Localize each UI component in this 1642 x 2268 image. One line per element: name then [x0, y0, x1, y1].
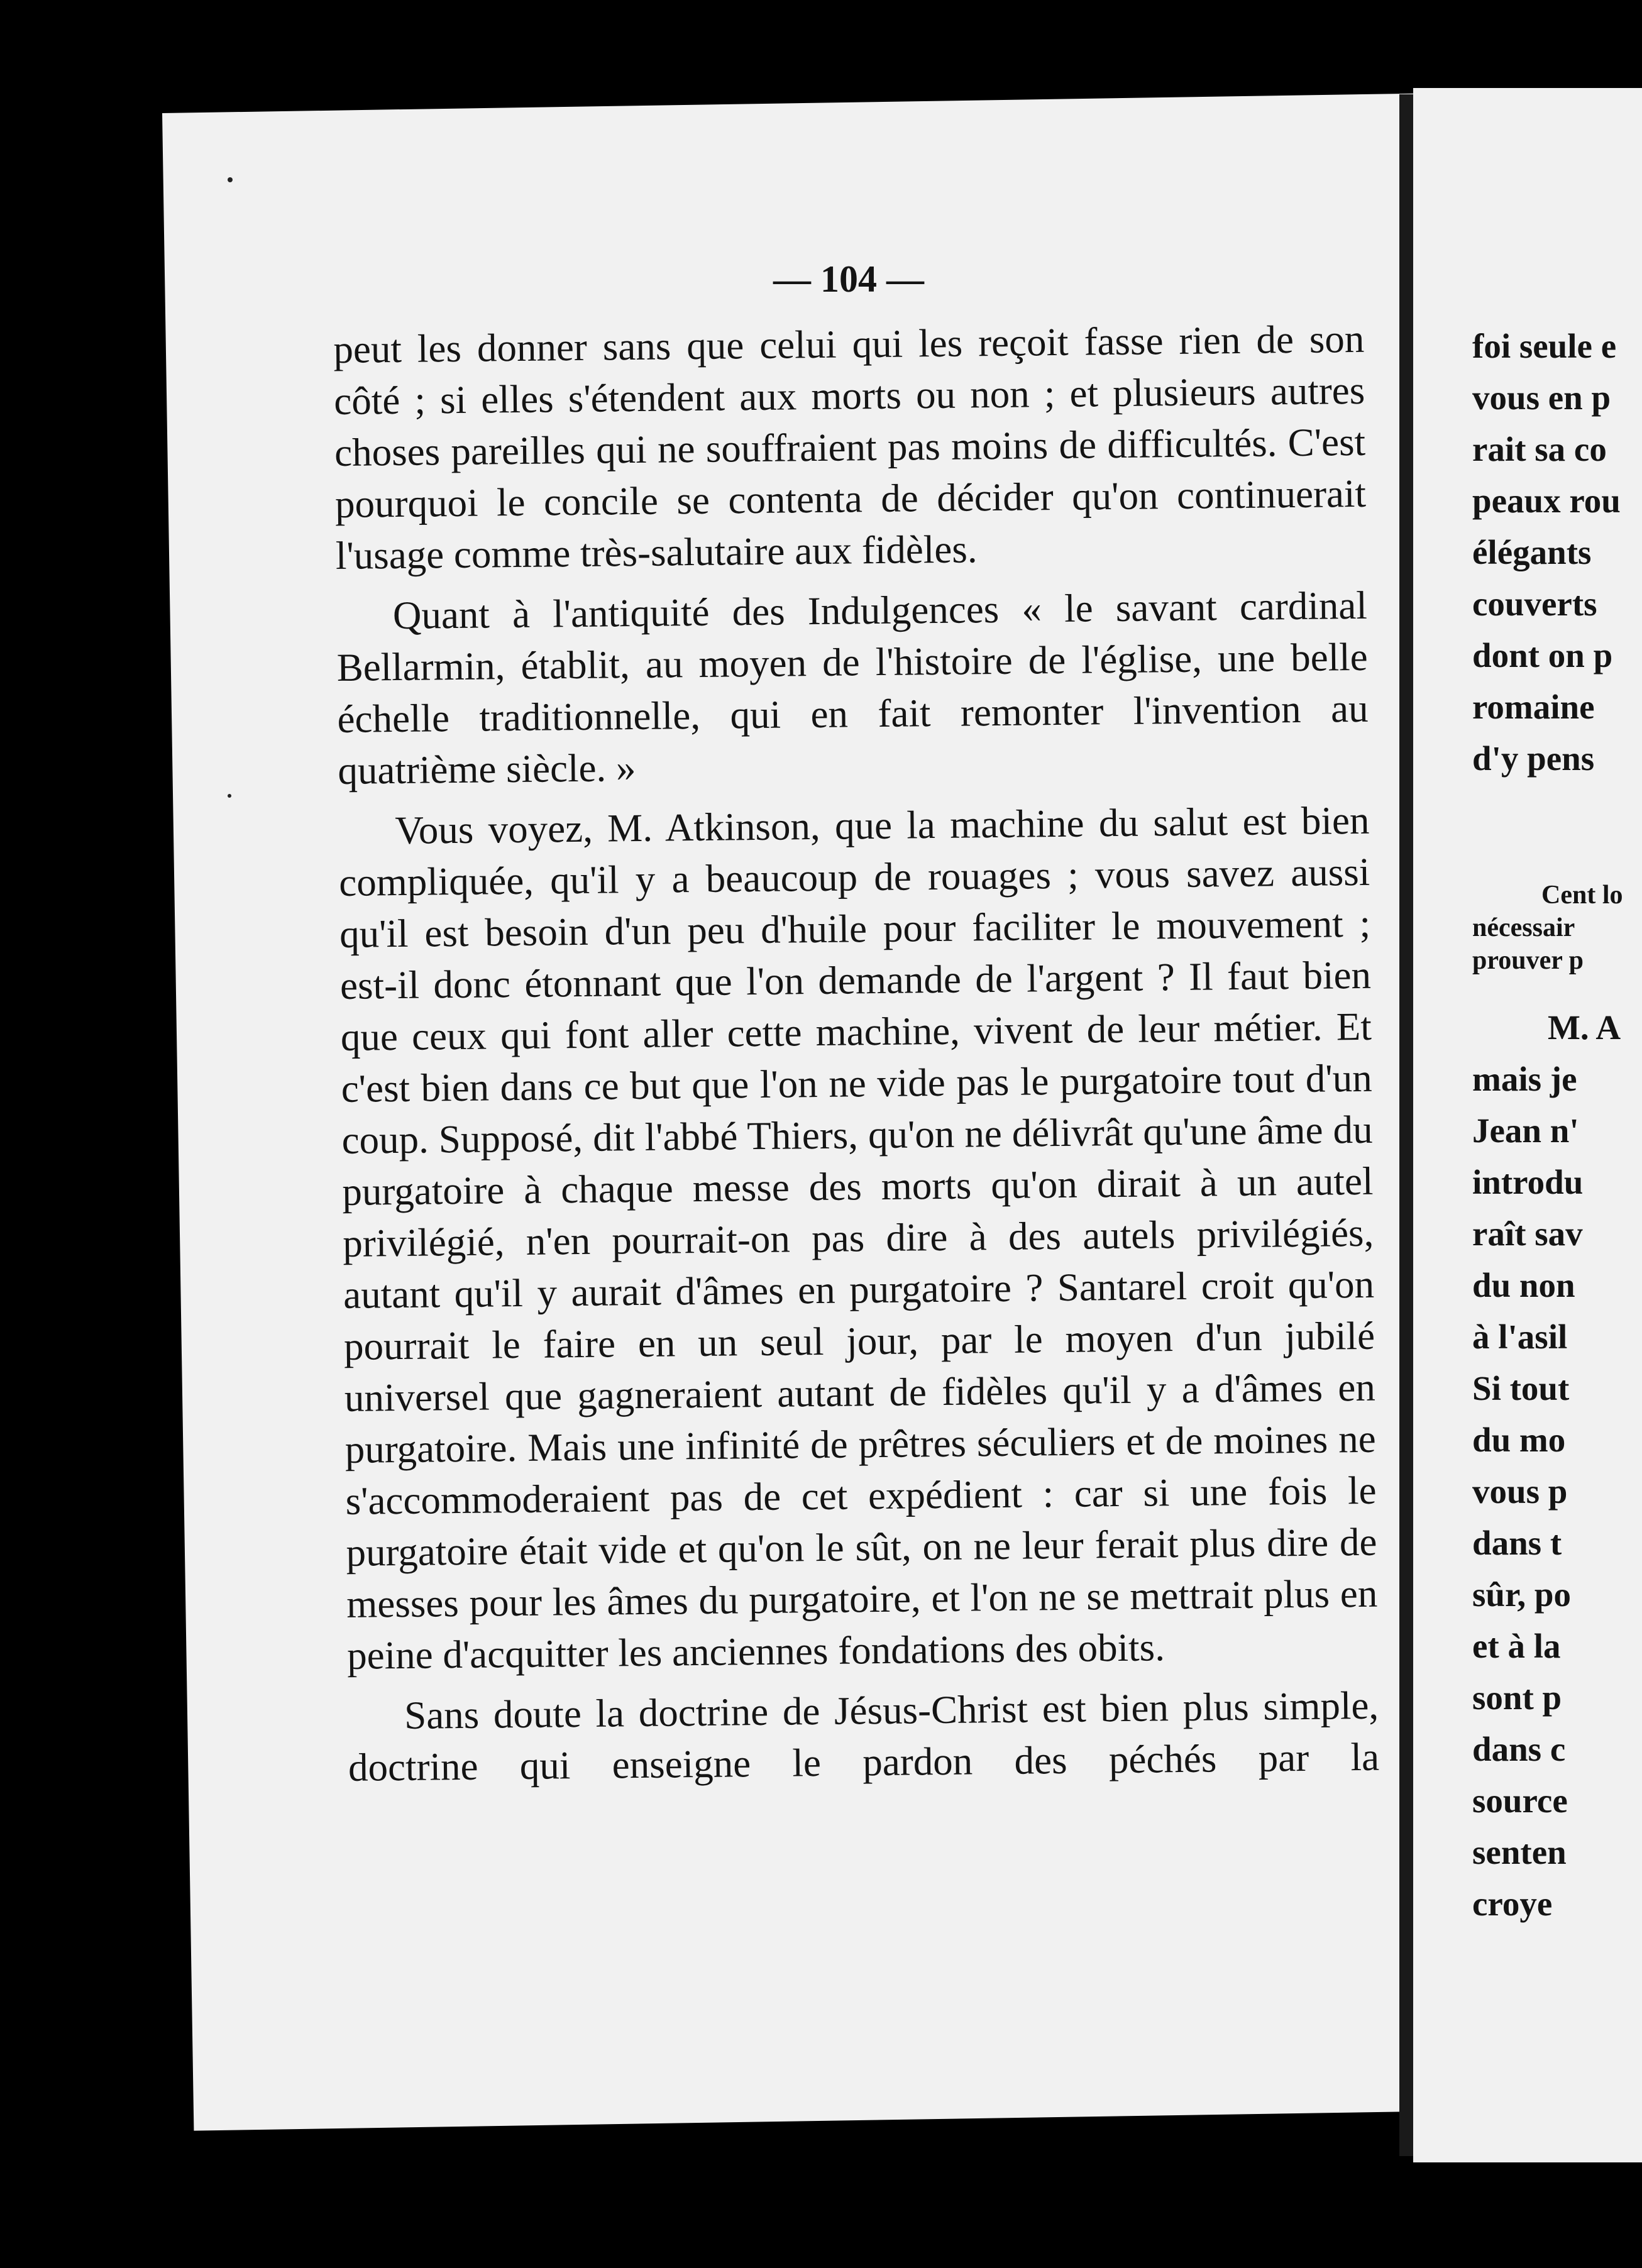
- right-line: rait sa co: [1472, 430, 1607, 468]
- right-line: peaux rou: [1472, 482, 1621, 520]
- right-line: dans c: [1472, 1730, 1566, 1768]
- paragraph: peut les donner sans que celui qui les reçoit fasse rien de son côté ; si elles s'étendent aux morts ou non ; et plusieurs autres choses pareilles qui ne souffraient pas moins de difficultés. C'est pourquoi le concile se contenta de décider qu'on continuerait l'usage comme très-salutaire aux fidèles.: [333, 316, 1367, 578]
- page-number: — 104 —: [773, 258, 924, 300]
- right-line: vous p: [1472, 1472, 1568, 1511]
- right-line: dans t: [1472, 1524, 1562, 1562]
- right-line: vous en p: [1472, 378, 1611, 417]
- right-line: sûr, po: [1472, 1575, 1571, 1614]
- right-line: mais je: [1472, 1060, 1577, 1098]
- right-line: Si tout: [1472, 1369, 1570, 1407]
- right-line: prouver p: [1472, 946, 1584, 975]
- right-line: foi seule e: [1472, 327, 1617, 365]
- paragraph: Vous voyez, M. Atkinson, que la machine du salut est bien compliquée, qu'il y a beaucoup de rouages ; vous savez aussi qu'il est besoin d'un peu d'huile pour faciliter le mouvement ; est-il donc étonnant que l'on demande de l'argent ? Il faut bien que ceux qui font aller cette machine, vivent de leur métier. Et c'est bien dans ce but que l'on ne vide pas le purgatoire tout d'un coup. Supposé, dit l'abbé Thiers, qu'on ne délivrât qu'une âme du purgatoire à chaque messe des morts qu'on dirait à un autel privilégié, n'en pourrait-on pas dire à des autels privilégiés, autant qu'il y aurait d'âmes en purgatoire ? Santarel croit qu'on pourrait le faire en un seul jour, par le moyen d'un jubilé universel que gagneraient autant de fidèles qu'il y a d'âmes en purgatoire. Mais une infinité de prêtres séculiers et de moines ne s'accommoderaient pas de cet expédient : car si une fois le purgatoire était vide et qu'on le sût, on ne leur ferait plus dire de messes pour les âmes du purgatoire, et l'on ne se mettrait plus en peine d'acquitter les anciennes fondations des obits.: [338, 798, 1378, 1678]
- paragraph: Sans doute la doctrine de Jésus-Christ est bien plus simple, doctrine qui enseigne le pardon des péchés par la: [348, 1683, 1380, 1790]
- right-line: et à la: [1472, 1627, 1561, 1665]
- right-line: couverts: [1472, 585, 1597, 623]
- book-gutter: [1399, 94, 1413, 2156]
- right-line: senten: [1472, 1833, 1567, 1871]
- body-text: [333, 313, 1380, 1802]
- ink-speck: [228, 177, 233, 182]
- right-line: dont on p: [1472, 636, 1613, 674]
- right-line: raît sav: [1472, 1214, 1583, 1253]
- right-line: source: [1472, 1781, 1568, 1820]
- right-line: M. A: [1548, 1008, 1621, 1047]
- right-line: Cent lo: [1541, 881, 1623, 910]
- right-line: Jean n': [1472, 1111, 1579, 1150]
- right-line: à l'asil: [1472, 1318, 1568, 1356]
- ink-speck: [228, 794, 231, 798]
- right-line: introdu: [1472, 1163, 1584, 1201]
- right-line: d'y pens: [1472, 739, 1595, 778]
- paragraph: Quant à l'antiquité des Indulgences « le savant cardinal Bellarmin, établit, au moyen de l'histoire de l'église, une belle échelle traditionnelle, qui en fait remonter l'invention au quatrième siècle. »: [336, 583, 1369, 793]
- right-line: du non: [1472, 1266, 1575, 1304]
- right-line: sont p: [1472, 1678, 1562, 1717]
- right-line: romaine: [1472, 688, 1595, 726]
- right-line: du mo: [1472, 1421, 1566, 1459]
- right-line: élégants: [1472, 533, 1592, 571]
- right-spacer: [1472, 977, 1642, 1002]
- right-line: nécessair: [1472, 913, 1575, 942]
- right-line: croye: [1472, 1885, 1553, 1923]
- right-page-text: [1472, 321, 1642, 1930]
- right-spacer: [1472, 784, 1642, 879]
